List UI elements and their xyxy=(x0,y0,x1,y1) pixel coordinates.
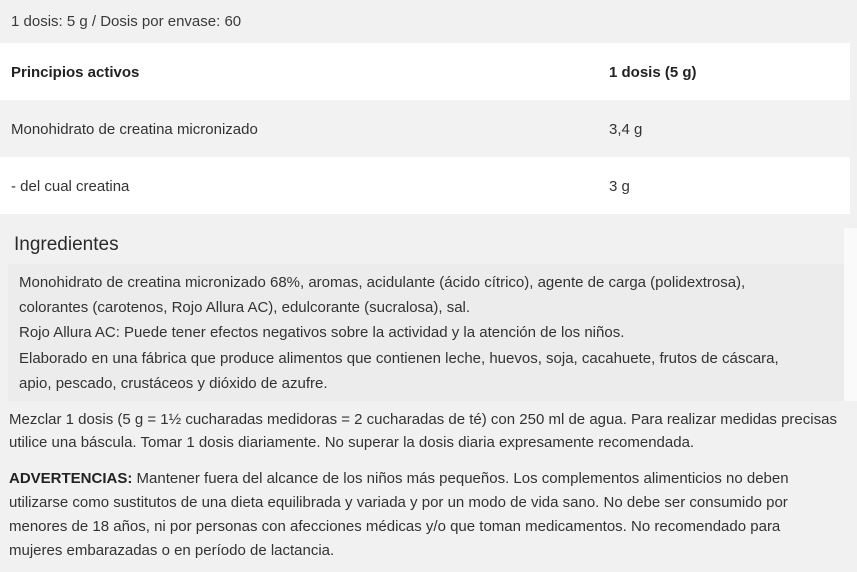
warnings-line xyxy=(9,470,789,487)
warnings-line: mujeres embarazadas o en período de lactancia. xyxy=(9,542,335,559)
ingredients-box xyxy=(8,264,844,401)
usage-line: Mezclar 1 dosis (5 g = 1½ cucharadas medidoras = 2 cucharadas de té) con 250 ml de agua. Para realizar medidas precisas xyxy=(9,411,837,428)
header-name: Principios activos xyxy=(11,64,140,81)
warnings-label: ADVERTENCIAS: xyxy=(9,470,133,487)
warnings-line: menores de 18 años, ni por personas con afecciones médicas y/o que toman medicamentos. No recomendado para xyxy=(9,518,781,535)
nutrition-table xyxy=(0,43,850,214)
warnings-line: utilizarse como sustitutos de una dieta equilibrada y variada y por un modo de vida sano. No debe ser consumido por xyxy=(9,494,788,511)
header-value: 1 dosis (5 g) xyxy=(609,64,697,81)
table-row xyxy=(0,100,850,157)
ingredients-line: Monohidrato de creatina micronizado 68%, aromas, acidulante (ácido cítrico), agente de carga (polidextrosa), xyxy=(19,274,746,291)
serving-info: 1 dosis: 5 g / Dosis por envase: 60 xyxy=(11,13,242,30)
table-header-row xyxy=(0,43,850,100)
ingredients-title: Ingredientes xyxy=(14,234,119,255)
ingredients-line: Rojo Allura AC: Puede tener efectos negativos sobre la actividad y la atención de los niños. xyxy=(19,324,625,341)
side-strip xyxy=(844,228,857,401)
usage-line: utilice una báscula. Tomar 1 dosis diariamente. No superar la dosis diaria expresamente recomendada. xyxy=(9,434,695,451)
warnings-text: Mantener fuera del alcance de los niños más pequeños. Los complementos alimenticios no deben xyxy=(132,470,789,487)
ingredients-line: colorantes (carotenos, Rojo Allura AC), edulcorante (sucralosa), sal. xyxy=(19,299,471,316)
row-value: 3,4 g xyxy=(609,121,643,138)
ingredients-line: Elaborado en una fábrica que produce alimentos que contienen leche, huevos, soja, cacahuete, frutos de cáscara, xyxy=(19,350,779,367)
table-row xyxy=(0,157,850,214)
ingredients-line: apio, pescado, crustáceos y dióxido de azufre. xyxy=(19,375,328,392)
row-value: 3 g xyxy=(609,178,630,195)
row-name: - del cual creatina xyxy=(11,178,130,195)
row-name: Monohidrato de creatina micronizado xyxy=(11,121,258,138)
